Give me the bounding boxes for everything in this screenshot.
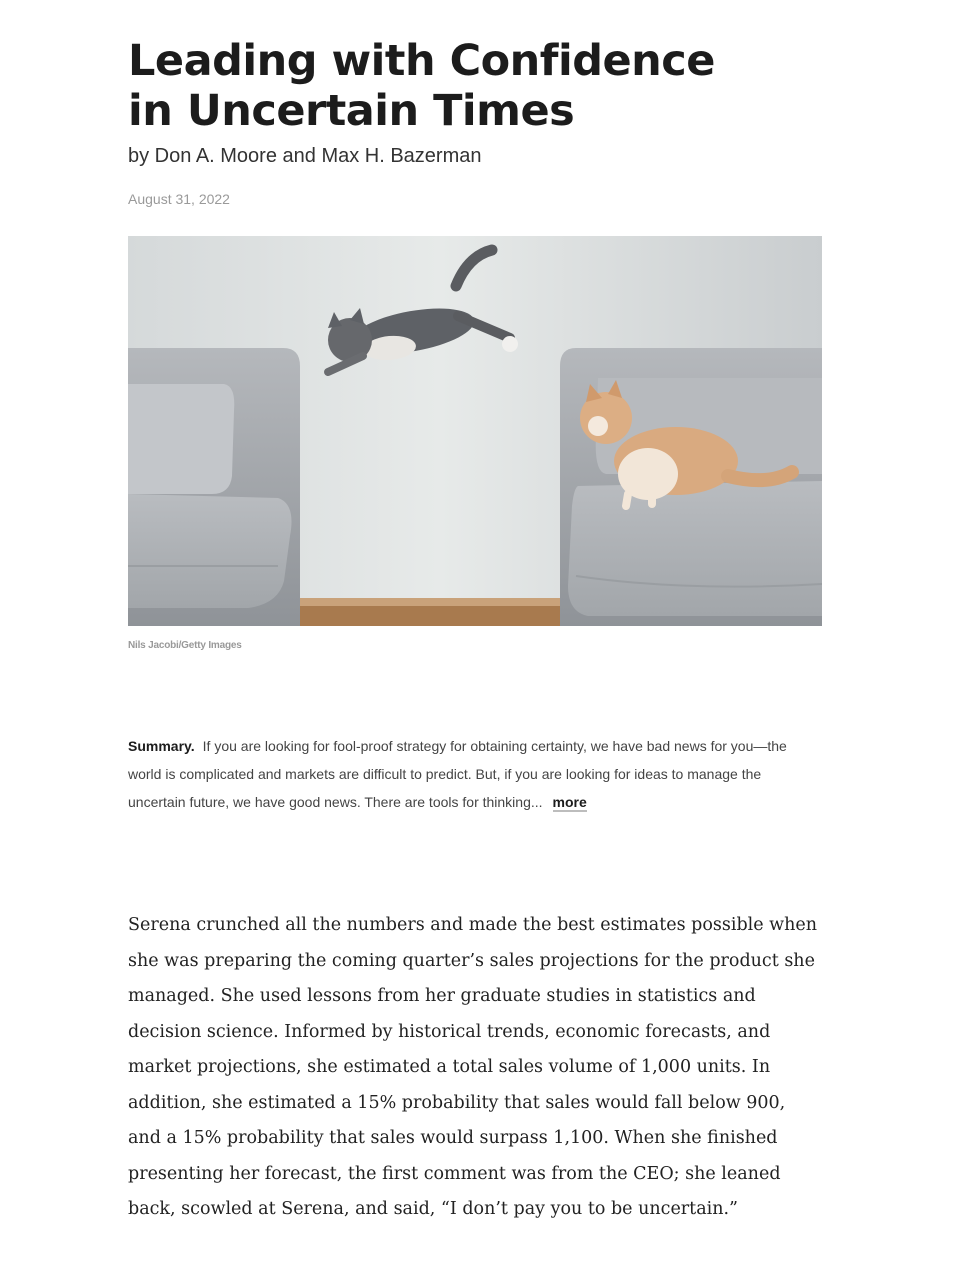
article-body <box>128 908 822 1228</box>
summary-text: If you are looking for fool-proof strategy for obtaining certainty, we have bad news for you—the world is complicated and markets are difficult to predict. But, if you are looking for ideas to manage the uncertain future, we have good news. There are tools for thinking... <box>128 738 787 810</box>
publish-date: August 31, 2022 <box>128 191 230 207</box>
title-line-2: in Uncertain Times <box>128 86 575 136</box>
hero-image <box>128 236 822 626</box>
article-title <box>128 36 822 136</box>
summary-more-link[interactable]: more <box>552 794 587 810</box>
article-summary <box>128 732 818 816</box>
body-paragraph: Serena crunched all the numbers and made the best estimates possible when she was preparing the coming quarter’s sales projections for the product she managed. She used lessons from her graduate studies in statistics and decision science. Informed by historical trends, economic forecasts, and market projections, she estimated a total sales volume of 1,000 units. In addition, she estimated a 15% probability that sales would fall below 900, and a 15% probability that sales would surpass 1,100. When she finished presenting her forecast, the first comment was from the CEO; she leaned back, scowled at Serena, and said, “I don’t pay you to be uncertain.” <box>128 915 818 1219</box>
left-sofa <box>128 348 300 626</box>
summary-label: Summary. <box>128 738 195 754</box>
article <box>128 36 822 1228</box>
byline: by Don A. Moore and Max H. Bazerman <box>128 145 482 167</box>
title-line-1: Leading with Confidence <box>128 36 715 86</box>
image-credit: Nils Jacobi/Getty Images <box>128 640 242 651</box>
